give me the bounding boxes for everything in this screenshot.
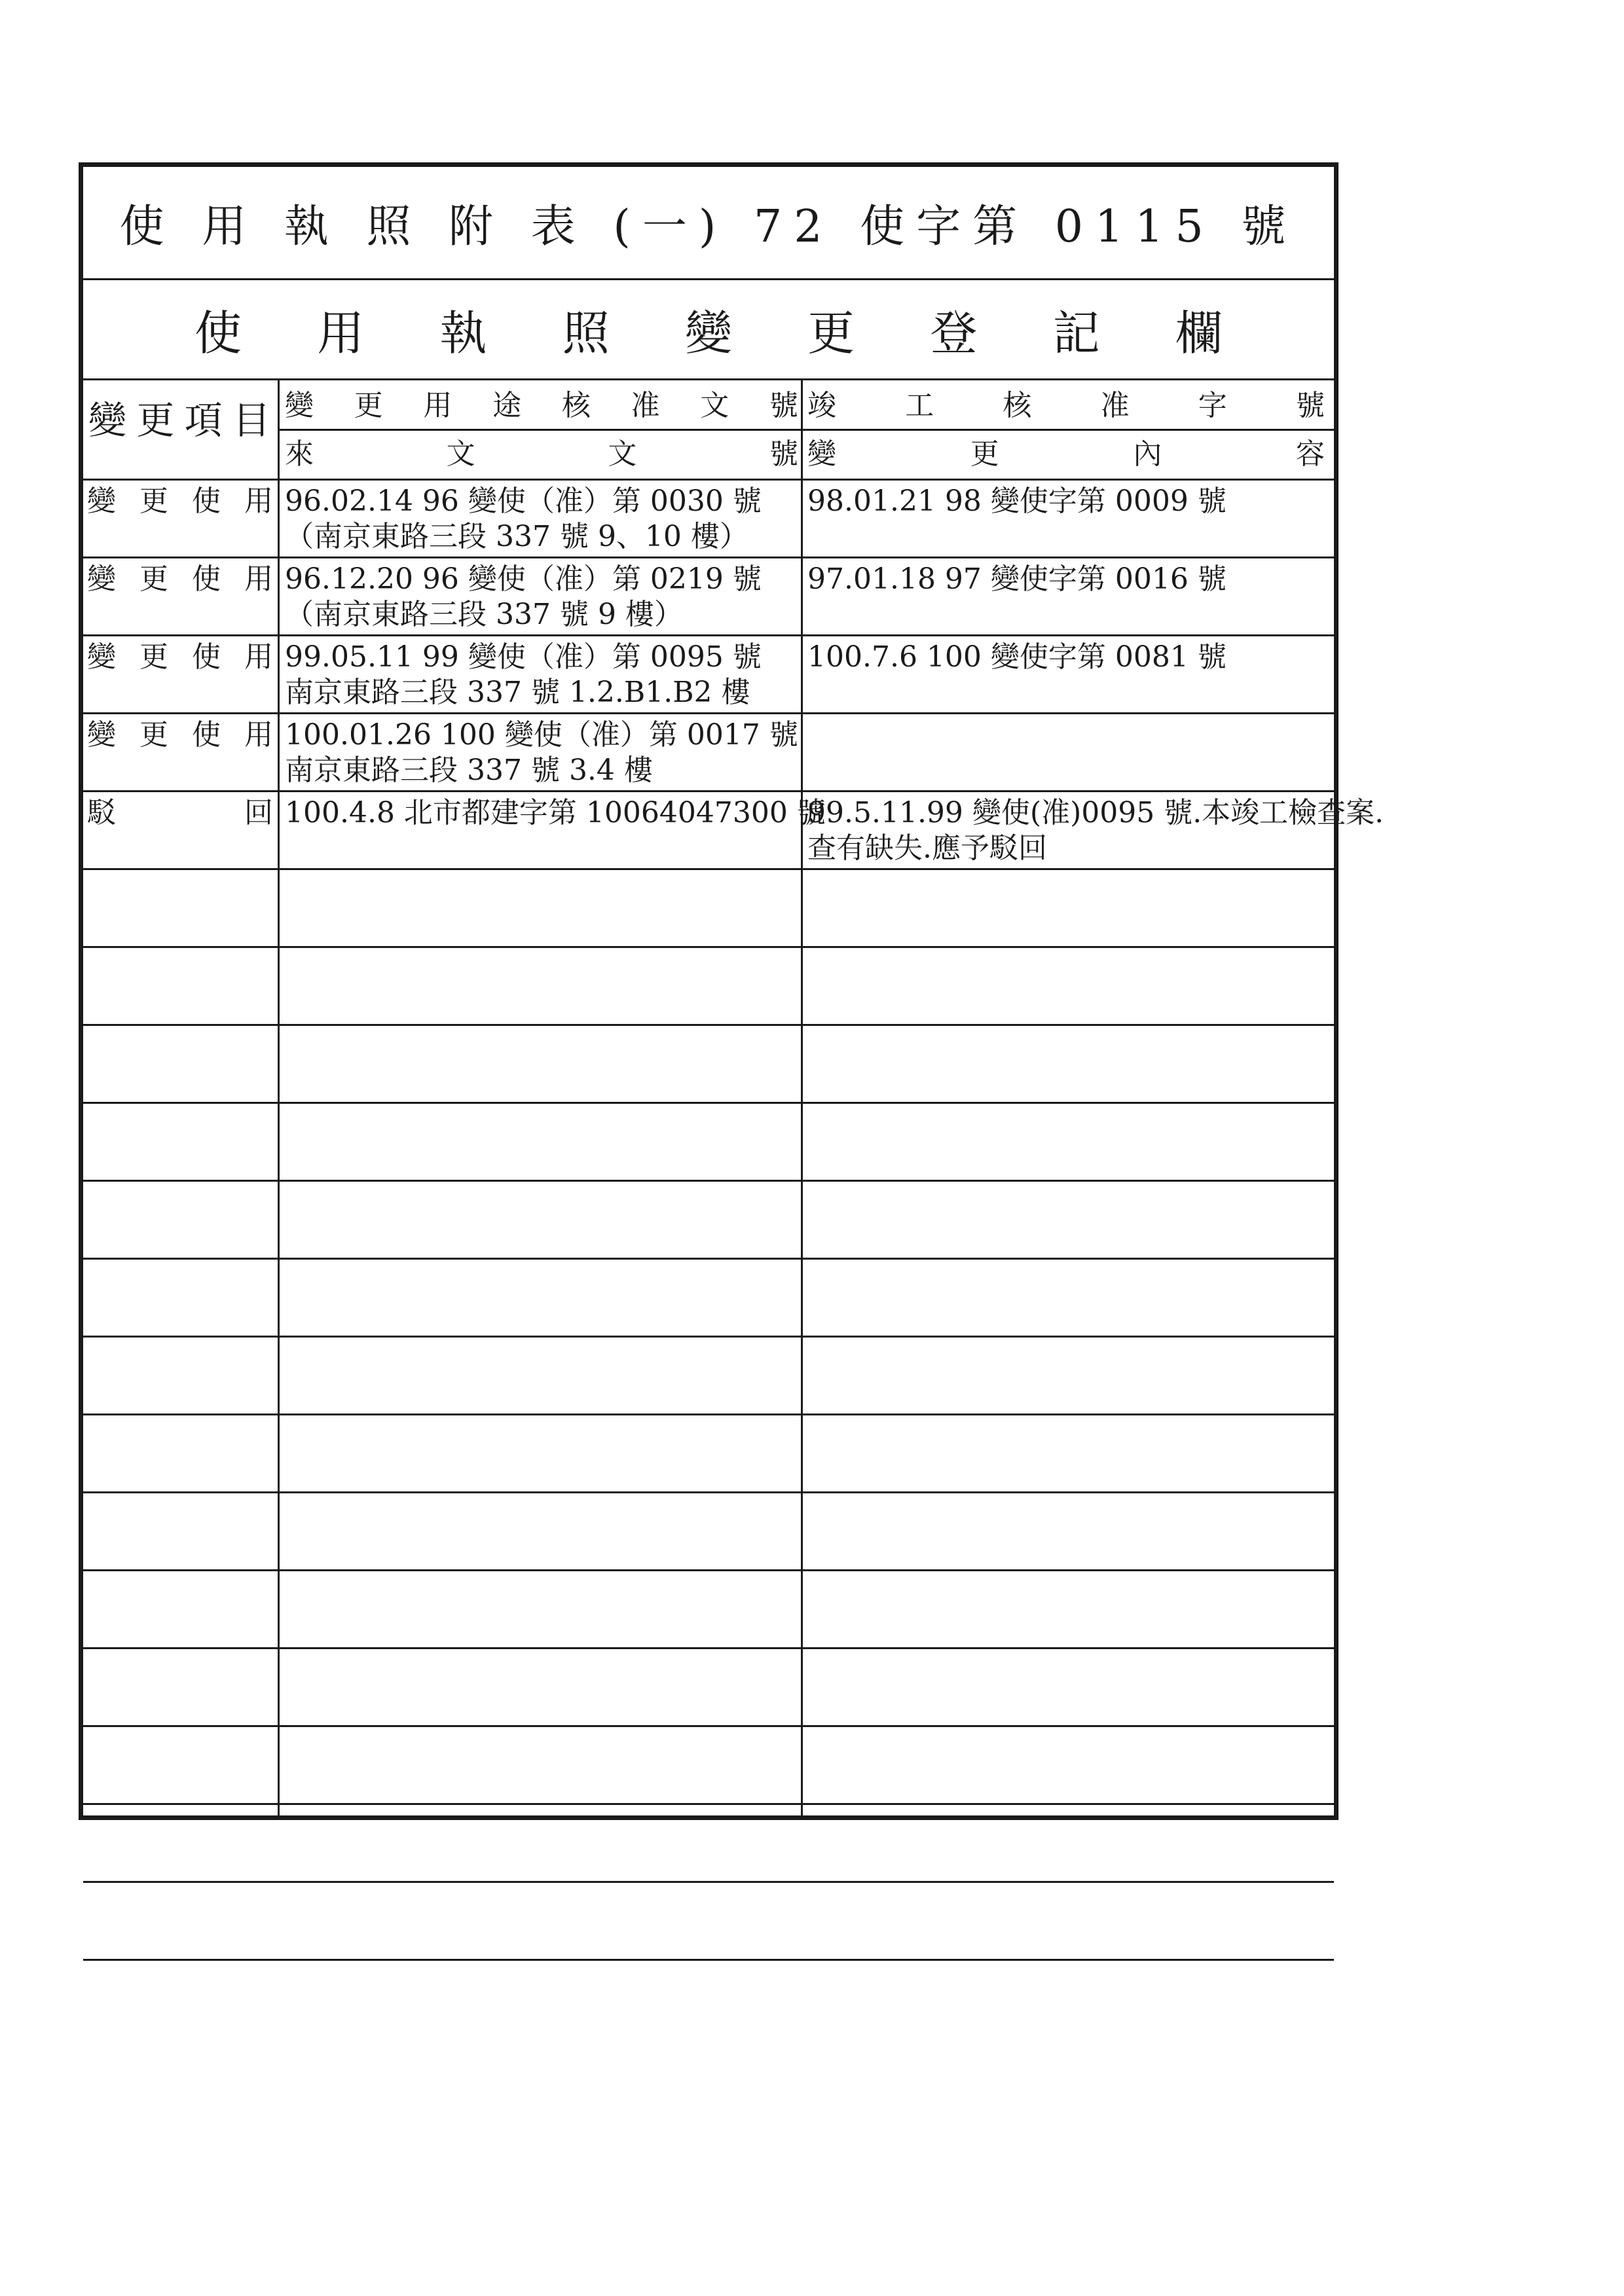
header-split-line	[280, 429, 1334, 431]
header-incoming-doc-no	[285, 435, 798, 473]
register-title-char-2: 執	[439, 306, 487, 361]
header-item-char-0: 變	[88, 398, 127, 443]
row-content-line1: 98.01.21 98 變使字第 0009 號	[807, 484, 1227, 518]
header-col2-top-char-6: 文	[700, 389, 729, 422]
row-item-char: 用	[244, 640, 273, 674]
register-title-char-1: 用	[317, 306, 365, 361]
row-doc-line1: 96.02.14 96 變使（准）第 0030 號	[285, 484, 762, 518]
row-item-char: 駁	[87, 796, 116, 829]
header-col3-top-char-0: 竣	[807, 389, 836, 422]
row-doc-line1: 99.05.11 99 變使（准）第 0095 號	[285, 640, 762, 674]
row-doc-line2: （南京東路三段 337 號 9 樓）	[285, 598, 683, 631]
row-divider	[83, 1881, 1334, 1883]
register-title-char-3: 照	[562, 306, 610, 361]
row-divider	[83, 712, 1334, 714]
row-item-char: 用	[244, 484, 273, 518]
row-divider	[83, 479, 1334, 481]
header-col2-bottom-char-3: 號	[769, 437, 798, 471]
row-content-line1: 97.01.18 97 變使字第 0016 號	[807, 562, 1227, 596]
row-doc-line1: 100.01.26 100 變使（准）第 0017 號	[285, 718, 798, 752]
register-grid	[83, 380, 1384, 1815]
header-col3-top-char-5: 號	[1295, 389, 1325, 422]
row-divider	[83, 790, 1334, 792]
header-col3-top-char-3: 准	[1100, 389, 1130, 422]
row-content-line2: 查有缺失.應予駁回	[807, 831, 1047, 865]
row-divider	[83, 634, 1334, 636]
row-change-item	[87, 638, 273, 676]
header-item-char-3: 目	[232, 398, 270, 443]
row-divider	[83, 868, 1334, 870]
register-title-char-4: 變	[684, 306, 732, 361]
row-divider	[83, 556, 1334, 558]
header-col3-bottom-char-2: 內	[1133, 437, 1162, 471]
row-change-item	[87, 794, 273, 832]
row-item-char: 用	[244, 562, 273, 596]
row-item-char: 用	[244, 718, 273, 752]
row-divider	[83, 1725, 1334, 1727]
register-title-char-5: 更	[807, 306, 855, 361]
row-item-char: 使	[192, 640, 221, 674]
header-completion-approval-no	[807, 387, 1325, 425]
license-table-frame	[79, 162, 1384, 1820]
row-change-item	[87, 483, 273, 520]
row-doc-line1: 100.4.8 北市都建字第 10064047300 號	[285, 796, 826, 829]
row-divider	[83, 1258, 1334, 1260]
column-divider-2	[801, 380, 803, 1815]
row-divider	[83, 1180, 1334, 1182]
column-divider-1	[278, 380, 280, 1815]
row-doc-line2: （南京東路三段 337 號 9、10 樓）	[285, 520, 748, 553]
row-item-char: 變	[87, 718, 116, 752]
row-doc-line1: 96.12.20 96 變使（准）第 0219 號	[285, 562, 762, 596]
row-change-item	[87, 560, 273, 598]
row-item-char: 更	[139, 640, 168, 674]
row-divider	[83, 1959, 1334, 1961]
header-col2-top-char-1: 更	[354, 389, 383, 422]
row-item-char: 使	[192, 718, 221, 752]
header-col2-top-char-3: 途	[492, 389, 522, 422]
register-title-char-7: 記	[1052, 306, 1100, 361]
header-col2-top-char-7: 號	[769, 389, 798, 422]
row-item-char: 使	[192, 484, 221, 518]
header-col3-top-char-4: 字	[1198, 389, 1227, 422]
header-col3-top-char-2: 核	[1003, 389, 1032, 422]
header-col3-bottom-char-1: 更	[970, 437, 999, 471]
row-divider	[83, 1803, 1334, 1805]
header-col2-top-char-4: 核	[561, 389, 591, 422]
row-divider	[83, 946, 1334, 948]
row-item-char: 更	[139, 718, 168, 752]
row-change-item	[87, 716, 273, 754]
row-divider	[83, 1413, 1334, 1415]
row-item-char: 變	[87, 640, 116, 674]
header-col2-bottom-char-0: 來	[285, 437, 314, 471]
row-divider	[83, 1569, 1334, 1571]
header-col3-bottom-char-0: 變	[807, 437, 836, 471]
document-title: 使 用 執 照 附 表 (一) 72 使字第 0115 號	[83, 167, 1334, 280]
row-divider	[83, 1102, 1334, 1104]
header-col3-bottom-char-3: 容	[1295, 437, 1325, 471]
header-change-item	[88, 397, 270, 443]
header-col2-top-char-0: 變	[285, 389, 314, 422]
register-section-title-chars	[194, 295, 1223, 363]
row-divider	[83, 1024, 1334, 1026]
row-divider	[83, 1336, 1334, 1338]
register-title-char-8: 欄	[1175, 306, 1223, 361]
row-content-line1: 100.7.6 100 變使字第 0081 號	[807, 640, 1227, 674]
header-col2-top-char-5: 准	[631, 389, 660, 422]
header-col3-top-char-1: 工	[905, 389, 934, 422]
header-col2-top-char-2: 用	[423, 389, 452, 422]
row-divider	[83, 1647, 1334, 1649]
register-title-char-0: 使	[194, 306, 242, 361]
row-item-char: 回	[244, 796, 273, 829]
register-section-title	[83, 280, 1334, 380]
row-item-char: 變	[87, 484, 116, 518]
row-item-char: 使	[192, 562, 221, 596]
row-content-line1: 99.5.11.99 變使(准)0095 號.本竣工檢查案.	[807, 796, 1384, 829]
header-item-char-2: 項	[184, 398, 223, 443]
header-change-content	[807, 435, 1325, 473]
row-divider	[83, 1491, 1334, 1493]
register-title-char-6: 登	[930, 306, 978, 361]
row-item-char: 更	[139, 484, 168, 518]
row-item-char: 更	[139, 562, 168, 596]
row-doc-line2: 南京東路三段 337 號 3.4 樓	[285, 754, 653, 787]
header-approval-doc-no	[285, 387, 798, 425]
row-item-char: 變	[87, 562, 116, 596]
row-doc-line2: 南京東路三段 337 號 1.2.B1.B2 樓	[285, 676, 750, 709]
header-item-char-1: 更	[136, 398, 175, 443]
header-col2-bottom-char-2: 文	[608, 437, 637, 471]
header-col2-bottom-char-1: 文	[446, 437, 475, 471]
